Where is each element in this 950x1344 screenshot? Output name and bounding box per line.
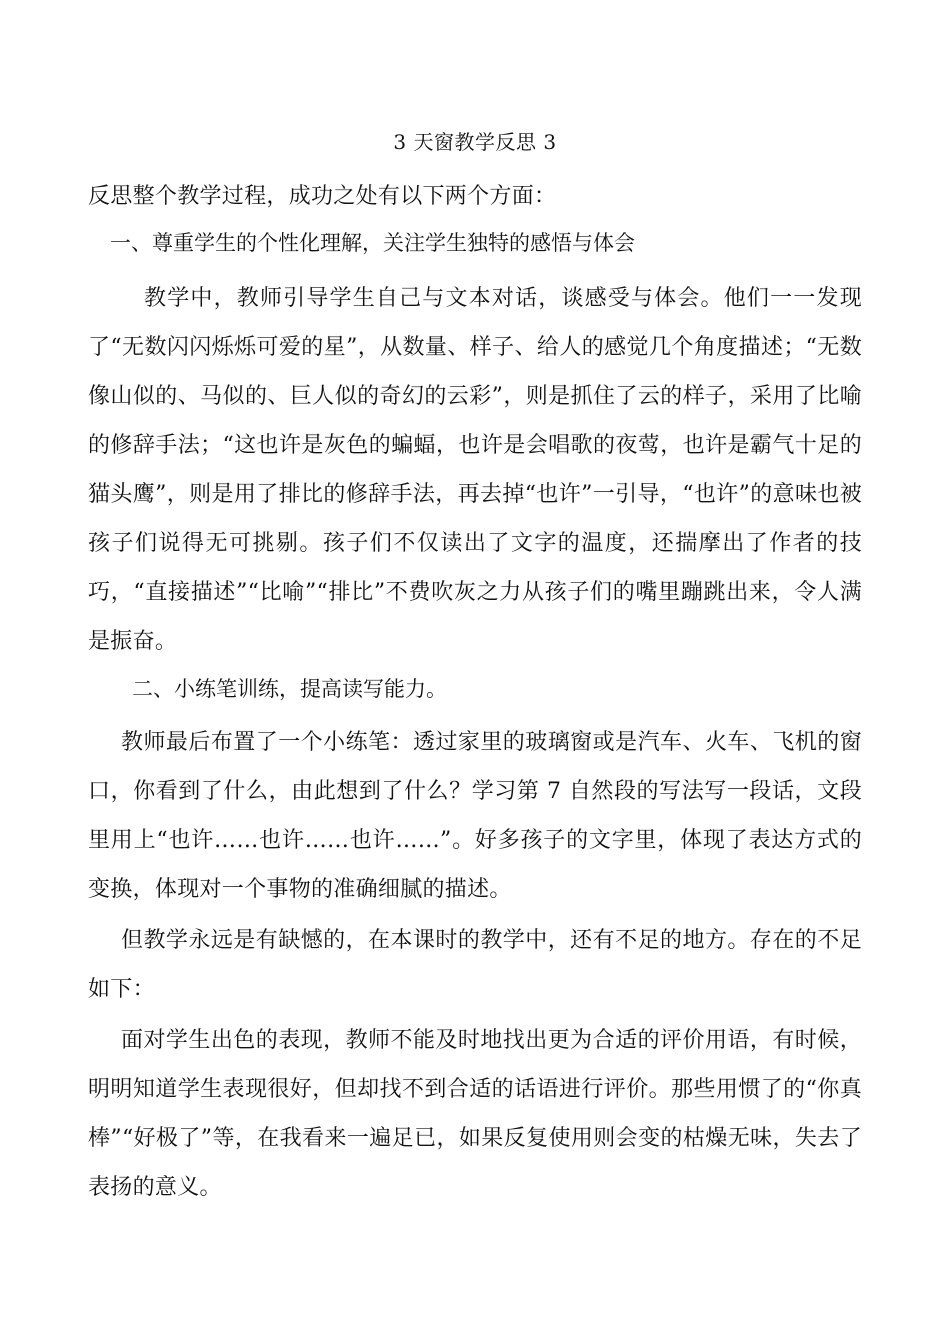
body-paragraph-1: 教学中，教师引导学生自己与文本对话，谈感受与体会。他们一一发现了“无数闪闪烁烁可爱的星”，从数量、样子、给人的感觉几个角度描述；“无数像山似的、马似的、巨人似的奇幻的云彩”，则是抓住了云的样子，采用了比喻的修辞手法；“这也许是灰色的蝙蝠，也许是会唱歌的夜莺，也许是霸气十足的猫头鹰”，则是用了排比的修辞手法，再去掉“也许”一引导，“也许”的意味也被孩子们说得无可挑剔。孩子们不仅读出了文字的温度，还揣摩出了作者的技巧，“直接描述”“比喻”“排比”不费吹灰之力从孩子们的嘴里蹦跳出来，令人满是振奋。 bbox=[88, 286, 862, 654]
body-paragraph-3: 但教学永远是有缺憾的，在本课时的教学中，还有不足的地方。存在的不足如下： bbox=[88, 928, 862, 1002]
body-paragraph-4: 面对学生出色的表现，教师不能及时地找出更为合适的评价用语，有时候，明明知道学生表现很好，但却找不到合适的话语进行评价。那些用惯了的“你真棒”“好极了”等，在我看来一遍足已，如果反复使用则会变的枯燥无味，失去了表扬的意义。 bbox=[88, 1028, 862, 1200]
document-title: 3 天窗教学反思 3 bbox=[393, 130, 557, 154]
intro-paragraph: 反思整个教学过程，成功之处有以下两个方面： bbox=[88, 184, 557, 209]
section-heading-1: 一、尊重学生的个性化理解，关注学生独特的感悟与体会 bbox=[110, 231, 635, 255]
body-paragraph-2: 教师最后布置了一个小练笔：透过家里的玻璃窗或是汽车、火车、飞机的窗口，你看到了什么，由此想到了什么？学习第 7 自然段的写法写一段话，文段里用上“也许……也许……也许……”。好多孩子的文字里，体现了表达方式的变换，体现对一个事物的准确细腻的描述。 bbox=[88, 730, 862, 902]
section-heading-2: 二、小练笔训练，提高读写能力。 bbox=[132, 677, 447, 701]
